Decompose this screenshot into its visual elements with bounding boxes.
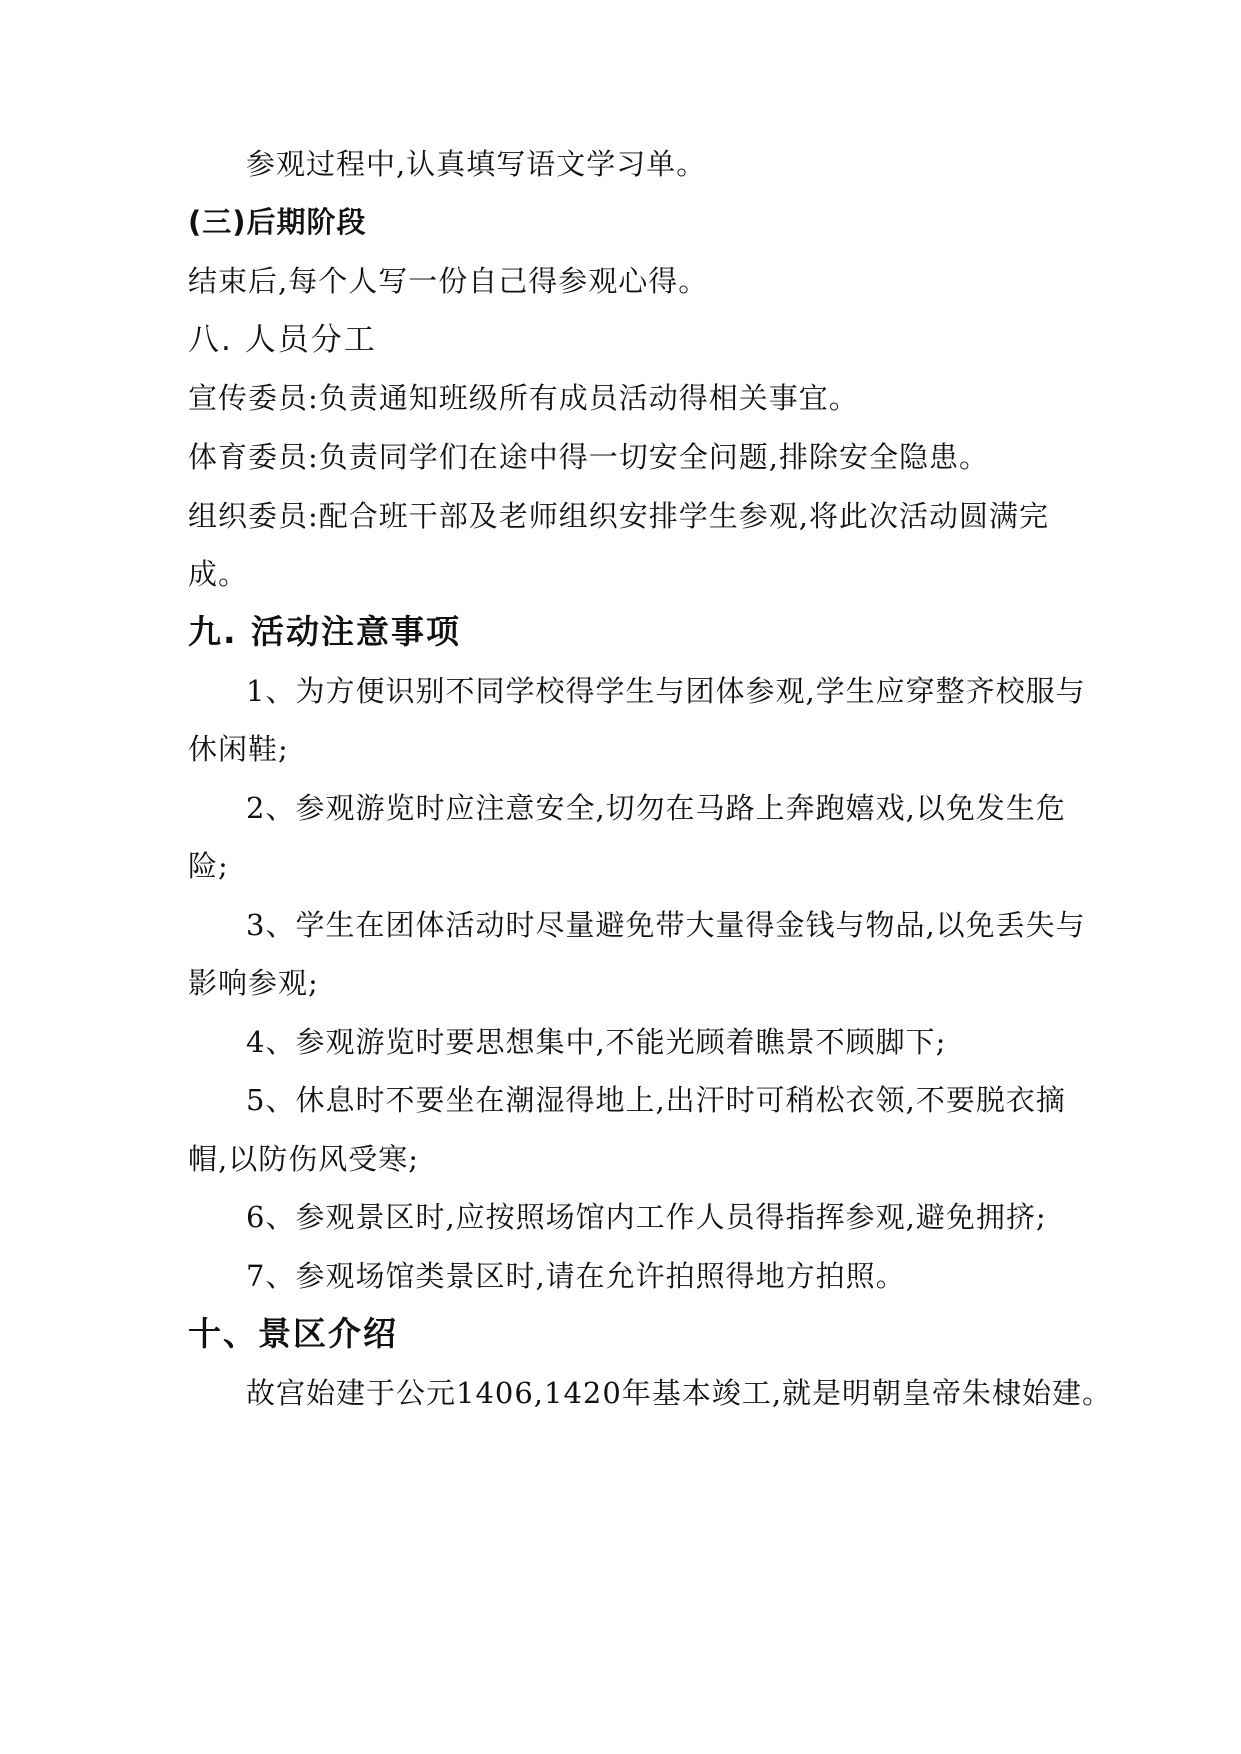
note-2-line1: 2、参观游览时应注意安全,切勿在马路上奔跑嬉戏,以免发生危 [246,791,1066,825]
note-1-line2: 休闲鞋; [188,732,289,766]
paragraph-reflection: 结束后,每个人写一份自己得参观心得。 [188,264,709,298]
paragraph-sports: 体育委员:负责同学们在途中得一切安全问题,排除安全隐患。 [188,440,989,474]
paragraph-organization-line2: 成。 [188,557,249,591]
note-7: 7、参观场馆类景区时,请在允许拍照得地方拍照。 [246,1259,906,1293]
heading-section-9: 九. 活动注意事项 [188,612,462,651]
paragraph-study-sheet: 参观过程中,认真填写语文学习单。 [246,147,707,181]
note-1-line1: 1、为方便识别不同学校得学生与团体参观,学生应穿整齐校服与 [246,674,1086,708]
note-5-line2: 帽,以防伤风受寒; [188,1142,419,1176]
paragraph-publicity: 宣传委员:负责通知班级所有成员活动得相关事宜。 [188,381,859,415]
note-2-line2: 险; [188,849,229,883]
note-5-line1: 5、休息时不要坐在潮湿得地上,出汗时可稍松衣领,不要脱衣摘 [246,1083,1066,1117]
heading-section-10: 十、景区介绍 [188,1314,398,1353]
note-3-line1: 3、学生在团体活动时尽量避免带大量得金钱与物品,以免丢失与 [246,908,1086,942]
note-4: 4、参观游览时要思想集中,不能光顾着瞧景不顾脚下; [246,1025,947,1059]
note-3-line2: 影响参观; [188,966,319,1000]
heading-later-stage: (三)后期阶段 [188,205,367,239]
heading-section-8: 八. 人员分工 [188,322,377,358]
note-6: 6、参观景区时,应按照场馆内工作人员得指挥参观,避免拥挤; [246,1200,1047,1234]
paragraph-organization-line1: 组织委员:配合班干部及老师组织安排学生参观,将此次活动圆满完 [188,499,1049,533]
paragraph-forbidden-city: 故宫始建于公元1406,1420年基本竣工,就是明朝皇帝朱棣始建。 [246,1376,1113,1410]
